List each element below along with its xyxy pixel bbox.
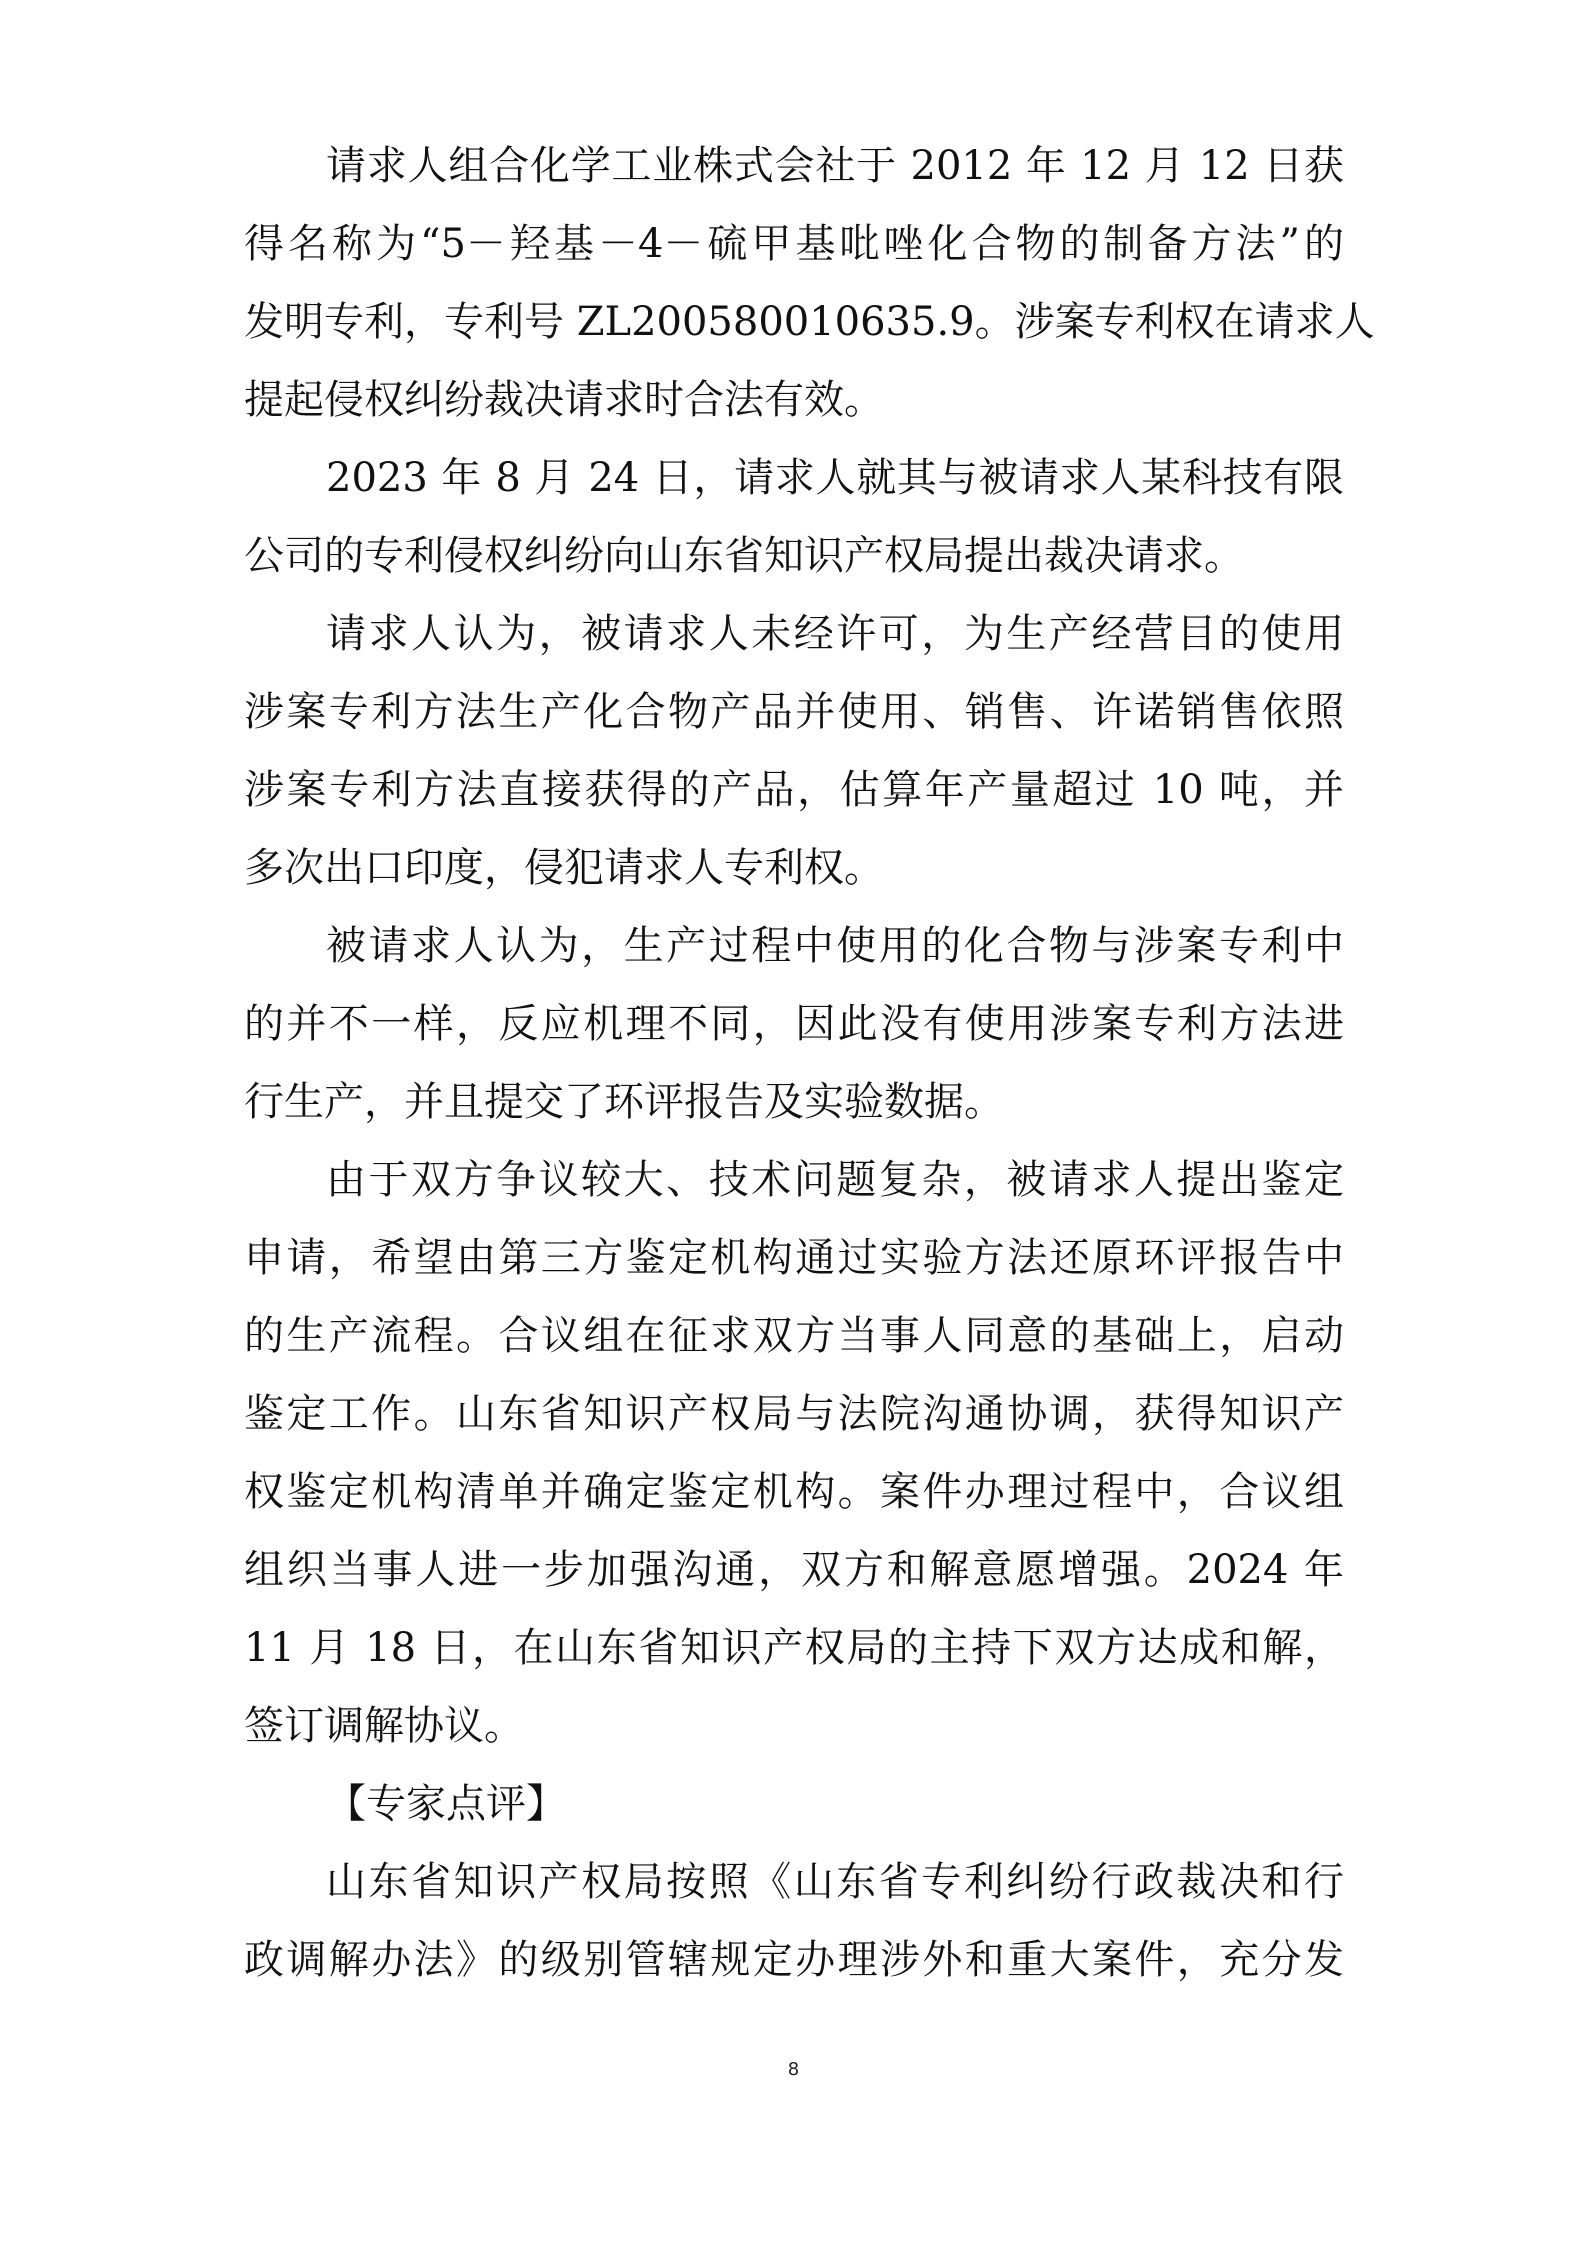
paragraph-5-line-6: 组织当事人进一步加强沟通，双方和解意愿增强。2024 年 [244,1547,1344,1593]
paragraph-1-line-3: 发明专利，专利号 ZL200580010635.9。涉案专利权在请求人 [244,299,1375,345]
paragraph-5-line-3: 的生产流程。合议组在征求双方当事人同意的基础上，启动 [244,1313,1344,1359]
paragraph-4-line-1: 被请求人认为，生产过程中使用的化合物与涉案专利中 [326,923,1344,969]
paragraph-6-line-2: 政调解办法》的级别管辖规定办理涉外和重大案件，充分发 [244,1937,1344,1983]
paragraph-3-line-1: 请求人认为，被请求人未经许可，为生产经营目的使用 [326,611,1344,657]
paragraph-5-line-7: 11 月 18 日，在山东省知识产权局的主持下双方达成和解， [244,1625,1344,1671]
page-number: 8 [787,2059,800,2080]
paragraph-5-line-4: 鉴定工作。山东省知识产权局与法院沟通协调，获得知识产 [244,1391,1344,1437]
paragraph-4-line-2: 的并不一样，反应机理不同，因此没有使用涉案专利方法进 [244,1001,1344,1047]
paragraph-5-line-8: 签订调解协议。 [244,1703,524,1749]
paragraph-3-line-2: 涉案专利方法生产化合物产品并使用、销售、许诺销售依照 [244,689,1344,735]
section-heading-expert-review: 【专家点评】 [326,1781,566,1827]
paragraph-2-line-1: 2023 年 8 月 24 日，请求人就其与被请求人某科技有限 [326,455,1344,501]
paragraph-5-line-5: 权鉴定机构清单并确定鉴定机构。案件办理过程中，合议组 [244,1469,1344,1515]
paragraph-2-line-2: 公司的专利侵权纠纷向山东省知识产权局提出裁决请求。 [244,533,1244,579]
paragraph-1-line-1: 请求人组合化学工业株式会社于 2012 年 12 月 12 日获 [326,143,1344,189]
paragraph-5-line-2: 申请，希望由第三方鉴定机构通过实验方法还原环评报告中 [244,1235,1344,1281]
paragraph-1-line-2: 得名称为“5－羟基－4－硫甲基吡唑化合物的制备方法”的 [244,221,1344,267]
paragraph-3-line-4: 多次出口印度，侵犯请求人专利权。 [244,845,884,891]
paragraph-6-line-1: 山东省知识产权局按照《山东省专利纠纷行政裁决和行 [326,1859,1344,1905]
paragraph-3-line-3: 涉案专利方法直接获得的产品，估算年产量超过 10 吨，并 [244,767,1344,813]
paragraph-4-line-3: 行生产，并且提交了环评报告及实验数据。 [244,1079,1004,1125]
paragraph-1-line-4: 提起侵权纠纷裁决请求时合法有效。 [244,377,884,423]
paragraph-5-line-1: 由于双方争议较大、技术问题复杂，被请求人提出鉴定 [326,1157,1344,1203]
